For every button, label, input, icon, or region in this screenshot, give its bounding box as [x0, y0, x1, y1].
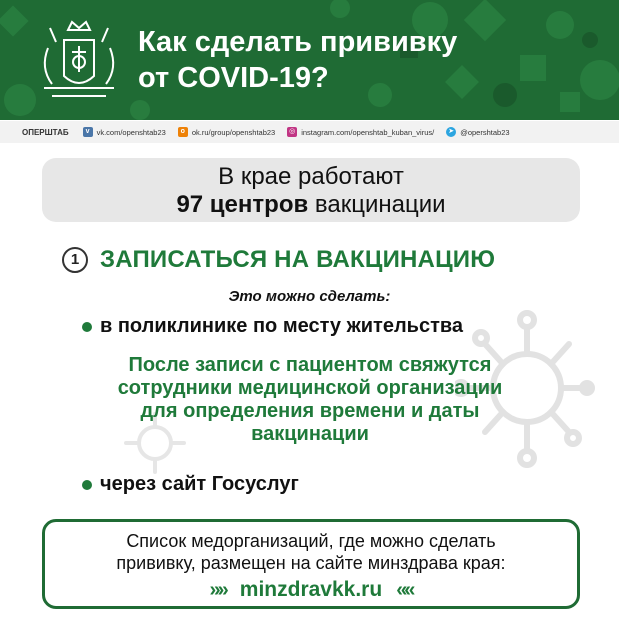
note-line: вакцинации: [251, 423, 369, 445]
contact-note: [60, 354, 560, 446]
social-link-text: ok.ru/group/openshtab23: [191, 127, 276, 137]
social-link-ok[interactable]: [178, 127, 275, 137]
footer-line: прививку, размещен на сайте минздрава края:: [116, 553, 506, 573]
bullet-dot: [82, 322, 92, 332]
centers-count: 97 центров: [176, 191, 309, 218]
instagram-icon: ◎: [289, 128, 296, 135]
note-line: После записи с пациентом свяжутся: [128, 354, 492, 376]
title-line-1: Как сделать прививку: [138, 26, 458, 58]
bullet-gosuslugi: [82, 473, 299, 496]
bullet-text: в поликлинике по месту жительства: [100, 315, 464, 337]
note-line: для определения времени и даты: [140, 400, 480, 422]
opershtab-brand: ОПЕРШТАБ: [22, 127, 69, 137]
bullet-text: через сайт Госуслуг: [100, 473, 299, 495]
social-link-vk[interactable]: [83, 127, 166, 137]
social-link-text: instagram.com/openshtab_kuban_virus/: [301, 127, 435, 137]
website-row: [45, 578, 577, 602]
vk-icon: v: [83, 127, 93, 137]
bullet-clinic: [82, 315, 463, 338]
arrows-left-icon: ««: [396, 578, 413, 601]
telegram-icon: ➤: [446, 127, 456, 137]
medorg-list-text: [45, 530, 577, 574]
medorg-list-box: [42, 519, 580, 609]
centers-line-2-rest: вакцинации: [308, 191, 446, 218]
centers-line-1: В крае работают: [218, 163, 404, 190]
arrows-right-icon: »»: [209, 578, 226, 601]
social-link-instagram[interactable]: [287, 127, 434, 137]
kuban-coat-of-arms-icon: [38, 18, 120, 102]
social-links-bar: [0, 121, 619, 143]
note-line: сотрудники медицинской организации: [117, 377, 503, 399]
social-link-text: @opershtab23: [460, 127, 510, 137]
vaccination-centers-box: [42, 158, 580, 222]
header-banner: [0, 0, 619, 120]
footer-line: Список медорганизаций, где можно сделать: [126, 531, 496, 551]
centers-line-2: [42, 191, 580, 219]
step-number-badge: 1: [62, 247, 88, 273]
step-title: ЗАПИСАТЬСЯ НА ВАКЦИНАЦИЮ: [100, 246, 496, 273]
page-title: [138, 24, 598, 96]
ok-icon: o: [178, 127, 188, 137]
minzdrav-website-link[interactable]: minzdravkk.ru: [239, 578, 383, 601]
step-header: [62, 246, 495, 274]
title-line-2: от COVID-19?: [138, 62, 329, 94]
social-link-telegram[interactable]: [446, 127, 509, 137]
can-do-label: Это можно сделать:: [228, 288, 391, 305]
social-link-text: vk.com/openshtab23: [96, 127, 166, 137]
bullet-dot: [82, 480, 92, 490]
